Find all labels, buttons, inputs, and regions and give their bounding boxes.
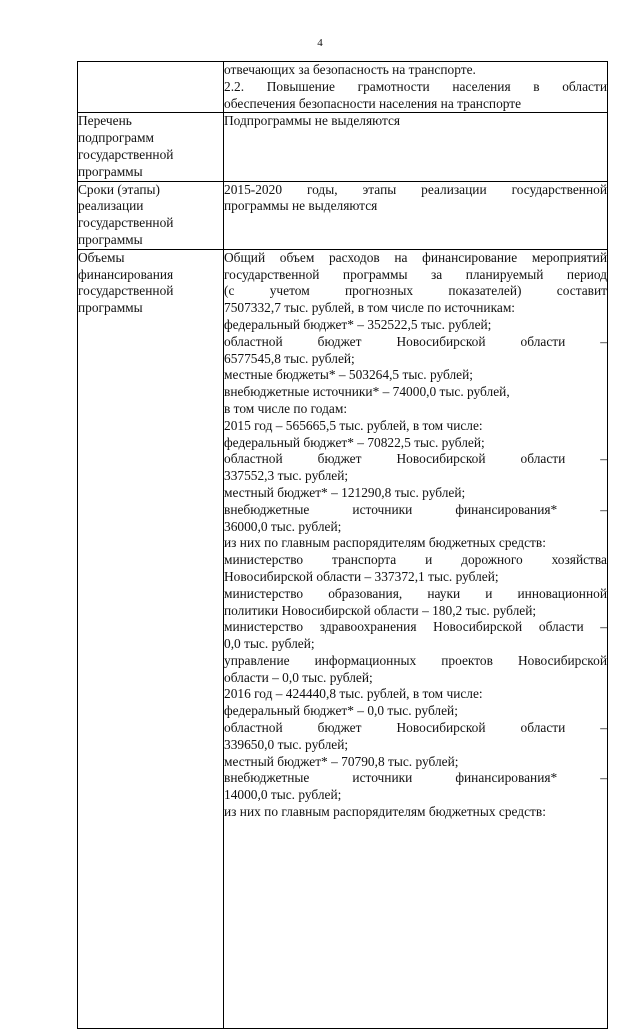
row-content-line: 7507332,7 тыс. рублей, в том числе по источникам: [224,300,516,316]
row-content-line: Новосибирской области – 337372,1 тыс. рублей; [224,568,499,584]
row-content-line: областной бюджет Новосибирской области – [224,720,607,736]
table-row [78,249,608,1028]
row-content-cell [224,249,608,1028]
page-number: 4 [317,37,323,49]
row-content-line: внебюджетные источники финансирования* – [224,501,607,517]
row-label-line: Перечень [78,113,132,129]
row-content-line: внебюджетные источники* – 74000,0 тыс. рублей, [224,384,510,400]
row-label-cell [78,113,224,181]
row-label-line: подпрограмм [78,130,154,146]
row-content-cell [224,181,608,249]
row-content-line: обеспечения безопасности населения на транспорте [224,95,522,111]
row-content-line: министерство образования, науки и инновационной [224,585,607,601]
row-content-line: области – 0,0 тыс. рублей; [224,669,373,685]
row-content-line: министерство здравоохранения Новосибирской области – [224,619,607,635]
row-content-line: местные бюджеты* – 503264,5 тыс. рублей; [224,367,473,383]
row-content-line: 0,0 тыс. рублей; [224,636,315,652]
passport-table [77,61,608,1029]
row-content-line: управление информационных проектов Новосибирской [224,652,607,668]
row-label-line: Сроки (этапы) [78,181,160,197]
row-content-cell [224,62,608,113]
row-content-line: федеральный бюджет* – 352522,5 тыс. рублей; [224,316,492,332]
row-label-cell [78,181,224,249]
row-content-line: 337552,3 тыс. рублей; [224,468,349,484]
row-content-line: местный бюджет* – 121290,8 тыс. рублей; [224,484,466,500]
row-content-line: Общий объем расходов на финансирование мероприятий [224,249,607,265]
row-content-line: программы не выделяются [224,198,378,214]
row-content-line: 14000,0 тыс. рублей; [224,787,342,803]
row-content-line: политики Новосибирской области – 180,2 тыс. рублей; [224,602,537,618]
table-row [78,62,608,113]
row-label-line: государственной [78,215,174,231]
row-label-cell [78,249,224,1028]
row-content-line: 36000,0 тыс. рублей; [224,518,342,534]
row-label-line: программы [78,163,143,179]
row-content-line: 6577545,8 тыс. рублей; [224,350,355,366]
row-content-line: (с учетом прогнозных показателей) составит [224,283,607,299]
row-content-line: в том числе по годам: [224,400,348,416]
row-content-line: 2015 год – 565665,5 тыс. рублей, в том числе: [224,417,483,433]
row-content-line: отвечающих за безопасность на транспорте. [224,62,476,77]
row-label-line: финансирования [78,266,174,282]
row-label-line: государственной [78,146,174,162]
row-content-line: государственной программы за планируемый период [224,266,607,282]
row-content-line: 2016 год – 424440,8 тыс. рублей, в том числе: [224,686,483,702]
row-content-line: министерство транспорта и дорожного хозяйства [224,552,607,568]
row-content-line: внебюджетные источники финансирования* – [224,770,607,786]
row-content-line: из них по главным распорядителям бюджетных средств: [224,535,546,551]
row-content-cell [224,113,608,181]
row-content-line: 339650,0 тыс. рублей; [224,736,349,752]
row-label-line: реализации [78,198,144,214]
row-content-line: федеральный бюджет* – 0,0 тыс. рублей; [224,703,458,719]
row-label-line: программы [78,231,143,247]
row-label-cell [78,62,224,113]
row-label-line: Объемы [78,249,125,265]
table-row [78,113,608,181]
row-content-line: областной бюджет Новосибирской области – [224,333,607,349]
table-row [78,181,608,249]
row-content-line: местный бюджет* – 70790,8 тыс. рублей; [224,753,459,769]
row-content-line: Подпрограммы не выделяются [224,113,401,129]
row-content-line: из них по главным распорядителям бюджетных средств: [224,804,546,820]
row-label-line: государственной [78,283,174,299]
row-label-line: программы [78,300,143,316]
row-content-line: 2015-2020 годы, этапы реализации государственной [224,181,607,197]
row-content-line: областной бюджет Новосибирской области – [224,451,607,467]
row-content-line: 2.2. Повышение грамотности населения в области [224,78,607,94]
row-content-line: федеральный бюджет* – 70822,5 тыс. рублей; [224,434,485,450]
